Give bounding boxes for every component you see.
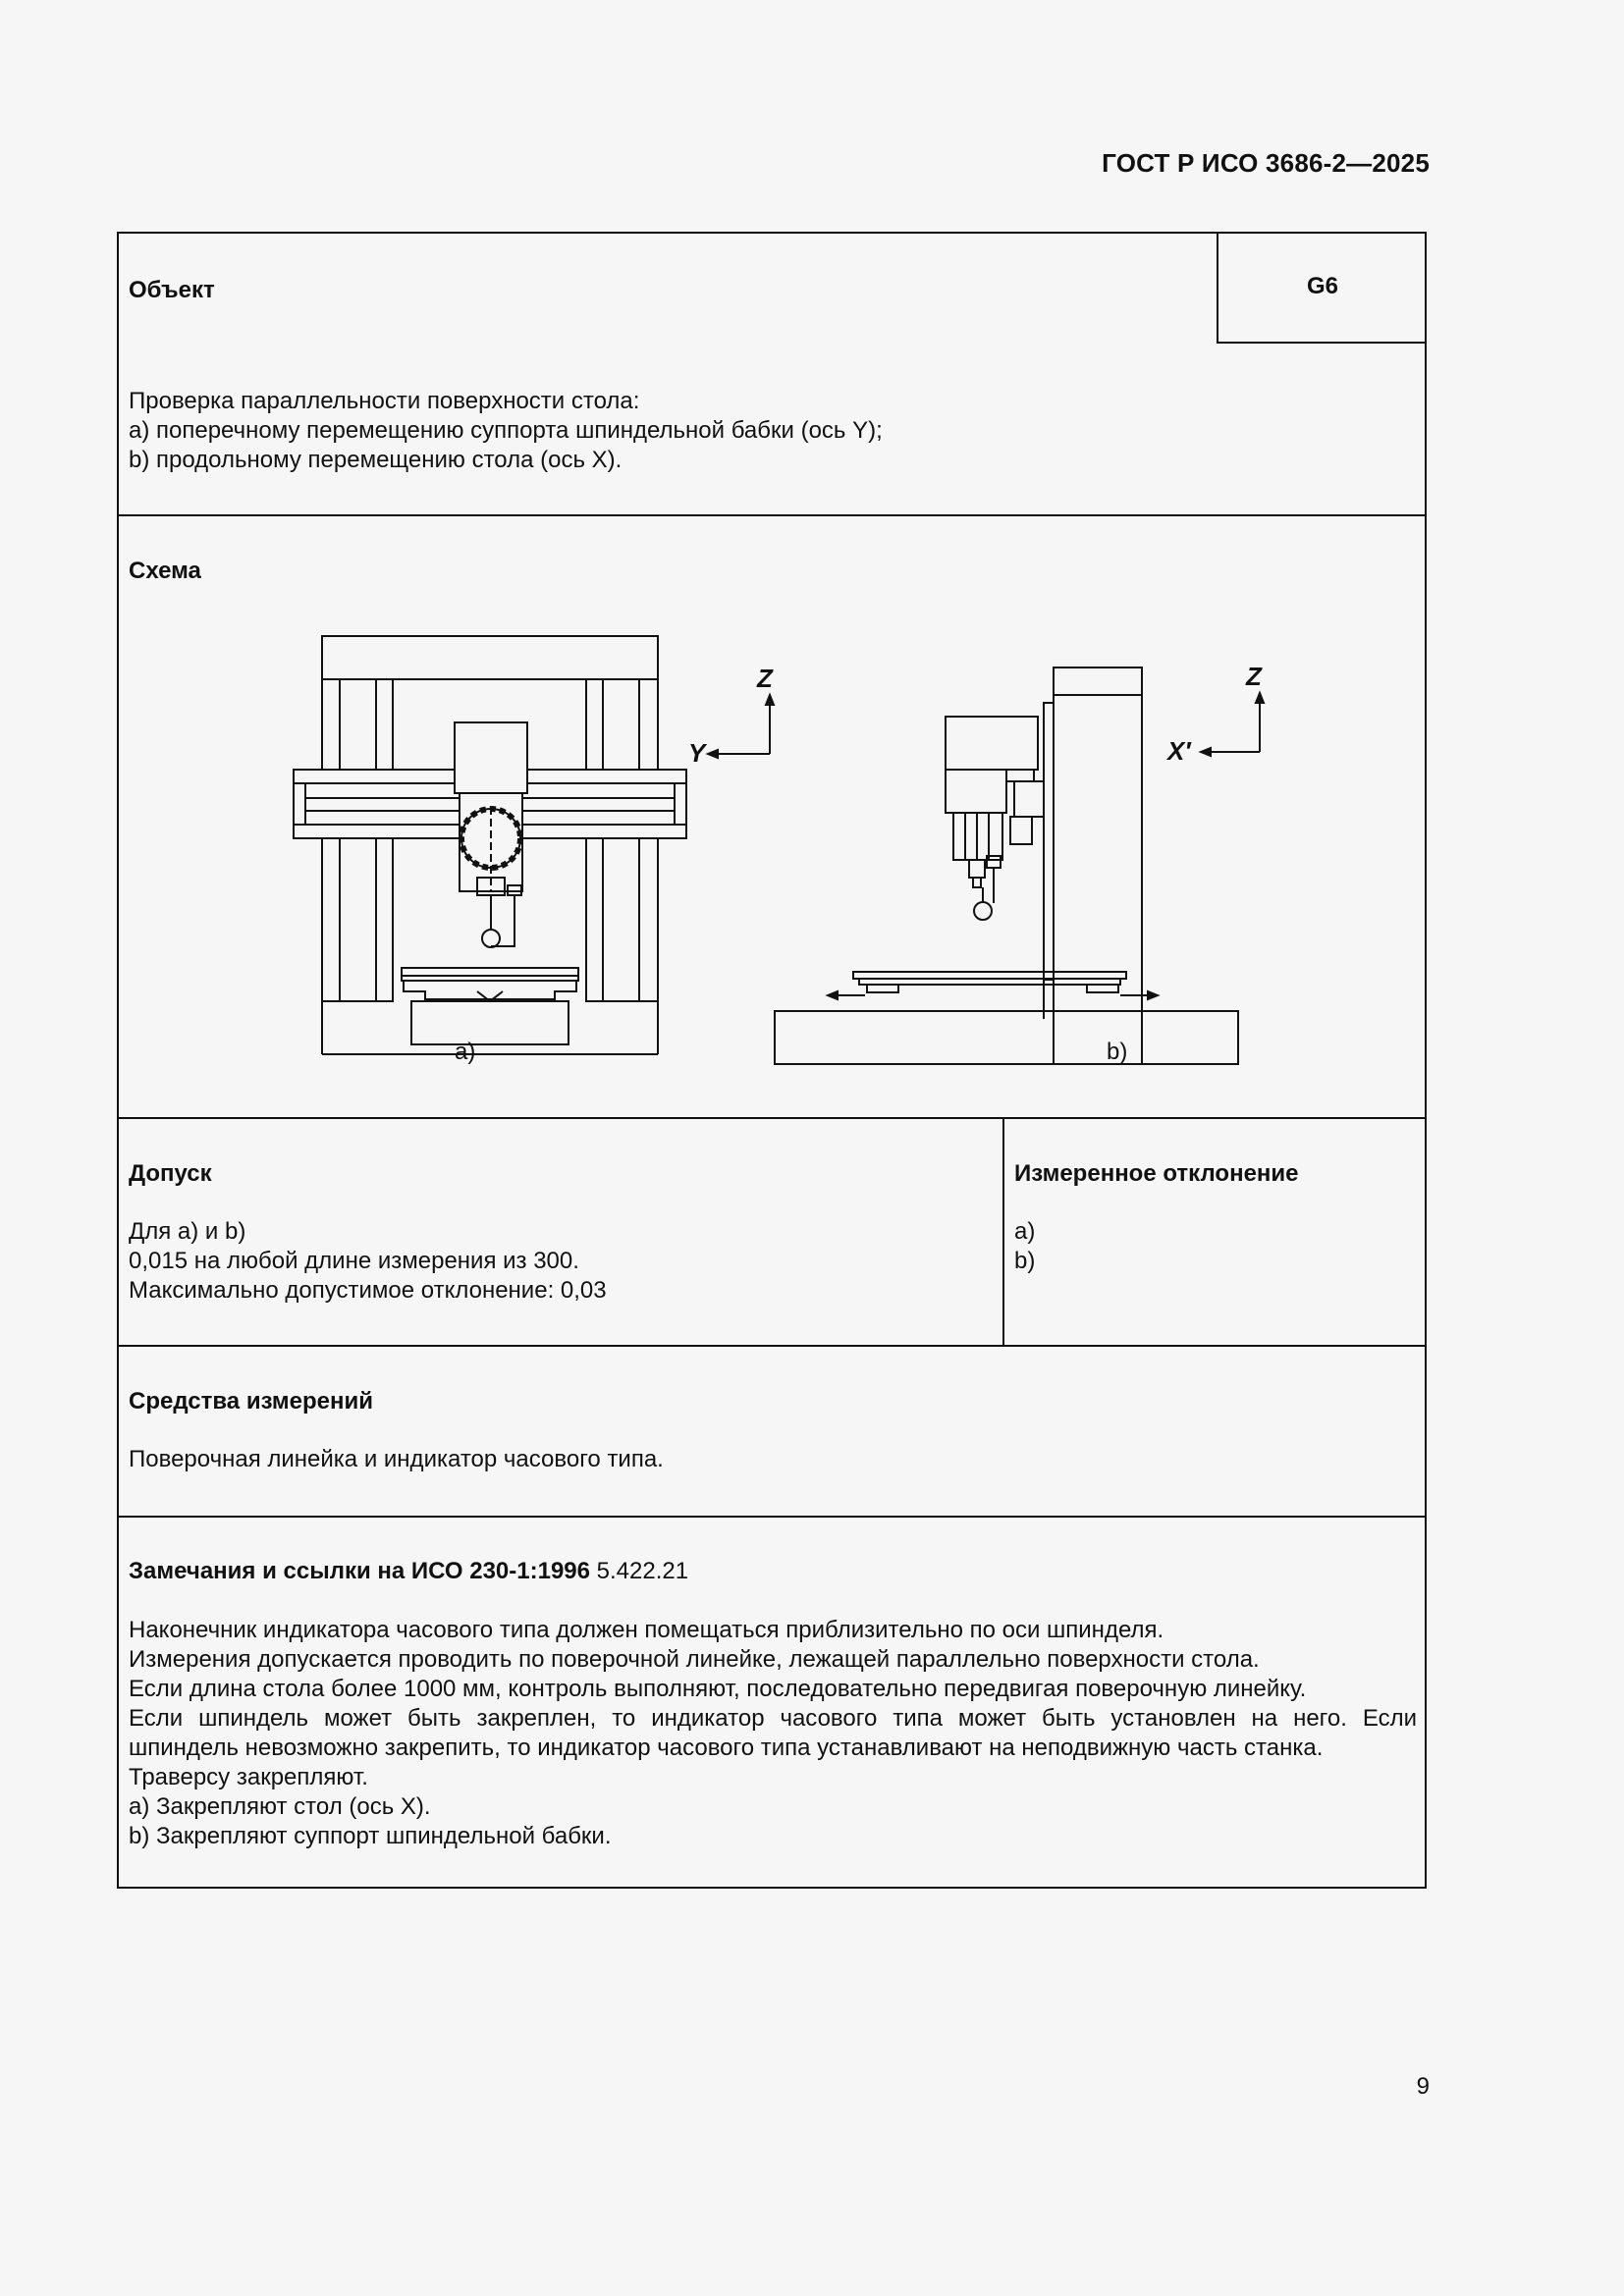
tolerance-text	[129, 1217, 607, 1306]
remarks-line: b) Закрепляют суппорт шпиндельной бабки.	[129, 1823, 612, 1849]
measured-line: b)	[1014, 1248, 1036, 1274]
remarks-label-bold: Замечания и ссылки на ИСО 230-1:1996	[129, 1558, 590, 1584]
measured-deviation-values	[1014, 1217, 1035, 1276]
test-sheet-frame	[117, 232, 1427, 1889]
measured-line: a)	[1014, 1218, 1036, 1245]
axes-b	[1201, 693, 1264, 756]
page-number: 9	[1416, 2073, 1430, 2100]
remarks-line: шпиндель невозможно закрепить, то индикатор часового типа устанавливают на неподвижную часть станка.	[129, 1735, 1324, 1761]
axis-y: Y	[688, 738, 706, 768]
document-code: ГОСТ Р ИСО 3686-2—2025	[1102, 148, 1430, 178]
remarks-line: Если длина стола более 1000 мм, контроль выполняют, последовательно передвигая поверочную линейку.	[129, 1676, 1307, 1702]
object-label: Объект	[129, 277, 215, 303]
object-line: b) продольному перемещению стола (ось X).	[129, 447, 623, 473]
axis-z-b: Z	[1246, 662, 1262, 691]
test-id-box	[1217, 232, 1427, 344]
remarks-line: Траверсу закрепляют.	[129, 1764, 368, 1790]
scheme-diagram	[119, 597, 1425, 1127]
figure-b-side-view	[775, 667, 1238, 1064]
tolerance-line: Для a) и b)	[129, 1218, 246, 1245]
tolerance-line: Максимально допустимое отклонение: 0,03	[129, 1277, 607, 1304]
tolerance-label: Допуск	[129, 1160, 212, 1187]
instruments-label: Средства измерений	[129, 1388, 374, 1415]
axis-z-a: Z	[757, 664, 773, 693]
caption-a: a)	[455, 1039, 476, 1065]
divider	[119, 1117, 1425, 1119]
divider	[119, 1516, 1425, 1518]
caption-b: b)	[1107, 1039, 1128, 1065]
tolerance-line: 0,015 на любой длине измерения из 300.	[129, 1248, 579, 1274]
remarks-line: Наконечник индикатора часового типа должен помещаться приблизительно по оси шпинделя.	[129, 1617, 1164, 1643]
remarks-line: Измерения допускается проводить по поверочной линейке, лежащей параллельно поверхности стола.	[129, 1646, 1260, 1673]
object-line: a) поперечному перемещению суппорта шпиндельной бабки (ось Y);	[129, 417, 883, 444]
test-id: G6	[1306, 273, 1338, 299]
figure-a-front-view	[294, 636, 686, 1054]
object-line: Проверка параллельности поверхности стола:	[129, 388, 640, 414]
object-description	[129, 387, 883, 475]
remarks-text	[129, 1616, 1417, 1851]
divider	[119, 514, 1425, 516]
remarks-line: a) Закрепляют стол (ось X).	[129, 1793, 431, 1820]
instruments-text: Поверочная линейка и индикатор часового типа.	[129, 1446, 664, 1472]
column-divider	[1002, 1117, 1004, 1345]
measured-deviation-label: Измеренное отклонение	[1014, 1160, 1299, 1187]
remarks-line: Если шпиндель может быть закреплен, то индикатор часового типа может быть установлен на него. Если	[129, 1705, 1417, 1732]
remarks-label	[129, 1557, 688, 1586]
axis-x-prime: X′	[1167, 736, 1191, 766]
remarks-reference: 5.422.21	[589, 1558, 689, 1584]
scheme-label: Схема	[129, 558, 201, 584]
divider	[119, 1345, 1425, 1347]
axes-a	[708, 695, 774, 758]
